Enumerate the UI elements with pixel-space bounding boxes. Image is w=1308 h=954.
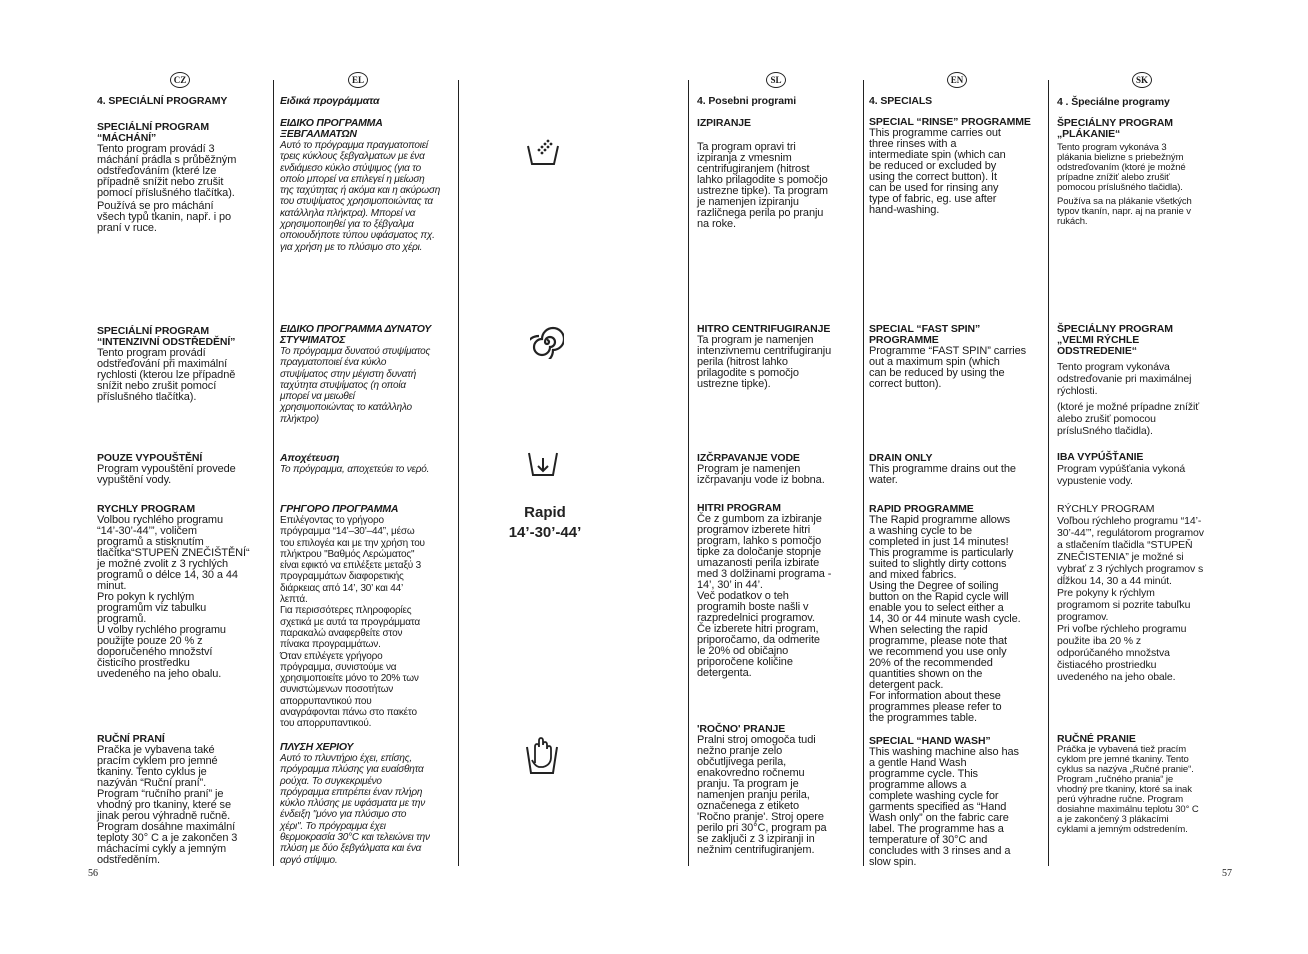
hand-wash-title: RUČNÍ PRANÍ (97, 733, 165, 745)
page-number-left: 56 (88, 868, 98, 879)
hand-wash-title: 'ROČNO' PRANJE (697, 723, 786, 735)
hand-wash-icon (525, 735, 559, 780)
column-divider (1048, 80, 1049, 866)
rinse-text-2: Používá se pro máchání všech typů tkanin, např. i po praní v ruce. (97, 200, 232, 234)
rapid-title: RYCHLY PROGRAM (97, 503, 195, 515)
spin-title: SPECIAL “FAST SPIN” PROGRAMME (869, 323, 981, 346)
section-heading: 4. SPECIÁLNÍ PROGRAMY (97, 95, 228, 107)
rapid-label (480, 503, 610, 543)
rinse-title: SPECIAL “RINSE” PROGRAMME (869, 116, 1031, 128)
spin-title: HITRO CENTRIFUGIRANJE (697, 323, 831, 335)
rinse-text: Αυτό το πρόγραμμα πραγματοποιεί τρεις κύκλους ξεβγαλματων με ένα ενδιάμεσο κύκλο στύψιμος (για το οποίο μπορεί να επιλεγεί η μείωση της ταχύτητας ή ακόμα και η ακύρωση του στυψίματος χρησιμοποιώντας τα κατάλληλα πλήκτρα). Μπορεί να χρησιμοποιηθεί για το ξέβγαλμα οποιουδήποτε τύπου υφάσματος πχ. για χρήση με το πλύσιμο στο χέρι. (280, 140, 441, 253)
rapid-title: HITRI PROGRAM (697, 502, 781, 514)
spin-text-2: (ktoré je možné prípadne znížiť alebo zrušiť pomocou prísluSného tlačidla). (1057, 401, 1200, 437)
rinse-icon (526, 138, 560, 171)
rapid-text: Če z gumbom za izbiranje programov izberete hitri program, lahko s pomočjo tipke za določanje stopnje umazanosti perila izbirate med 3 dolžinami programa - 14’, 30’ in 44’. Več podatkov o teh programih boste našli v razpredelnici programov. Če izberete hitri program, priporočamo, da odmerite le 20% od običajno priporočene količine detergenta. (697, 513, 832, 679)
section-heading: Ειδικά προγράμματα (280, 95, 380, 107)
hand-wash-title: SPECIAL “HAND WASH” (869, 735, 991, 747)
rapid-text: Επιλέγοντας το γρήγορο πρόγραμμα “14’–30’–44”, μέσω του επιλογέα και με την χρήση του πλήκτρου "Βαθμός Λερώματος" είναι εφικτό να επιλέξετε μεταξύ 3 προγραμμάτων διαφορετικής διάρκειας από 14’, 30’ και 44’ λεπτά. Για περισσότερες πληροφορίες σχετικά με αυτά τα προγράμματα παρακαλώ αναφερθείτε στον πίνακα προγραμμάτων. Όταν επιλέγετε γρήγορο πρόγραμμα, συνιστούμε να χρησιμοποιείτε μόνο το 20% των συνιστώμενων ποσοτήτων απορρυπαντικού που αναγράφονται πάνω στο πακέτο του απορρυπαντικού. (280, 515, 425, 730)
drain-title: POUZE VYPOUŠTĚNÍ (97, 452, 203, 464)
drain-text: Program vypúšťania vykoná vypustenie vody. (1057, 463, 1186, 487)
section-heading: 4. Posebni programi (697, 95, 797, 107)
page-number-right: 57 (1222, 868, 1232, 879)
drain-title: DRAIN ONLY (869, 452, 933, 464)
drain-text: Program vypouštění provede vypuštění vody. (97, 463, 236, 486)
spin-text: Tento program vykonáva odstreďovanie pri maximálnej rýchlosti. (1057, 361, 1192, 397)
spin-icon (530, 325, 564, 364)
rapid-title: Rapid (524, 504, 566, 521)
column-divider (458, 80, 459, 866)
drain-text: Program je namenjen izčrpavanju vode iz bobna. (697, 463, 825, 486)
rinse-text: Tento program provádí 3 máchání prádla s průběžným odstřeďováním (které lze případně snížit nebo zrušit pomocí příslušného tlačítka). (97, 143, 237, 199)
hand-wash-text: Pralni stroj omogoča tudi nežno pranje zelo občutljivega perila, enakovredno ročnemu pranju. Ta program je namenjen pranju perila, označenega z etiketo 'Ročno pranje'. Stroj opere perilo pri 30°C, program pa se zaključi z 3 izpiranji in nežnim centrifugiranjem. (697, 734, 827, 856)
rapid-text: The Rapid programme allows a washing cycle to be completed in just 14 minutes! This programme is particularly suited to slightly dirty cottons and mixed fabrics. Using the Degree of soiling button on the Rapid cycle will enable you to select either a 14, 30 or 44 minute wash cycle. When selecting the rapid programme, please note that we recommend you use only 20% of the recommended quantities shown on the detergent pack. For information about these programmes please refer to the programmes table. (869, 514, 1021, 724)
drain-title: Αποχέτευση (280, 452, 340, 464)
spin-title: ŠPECIÁLNY PROGRAM „VEĽMI RÝCHLE ODSTREDENIE“ (1057, 323, 1173, 357)
hand-wash-title: RUČNÉ PRANIE (1057, 733, 1136, 745)
drain-title: IZČRPAVANJE VODE (697, 452, 800, 464)
language-badge-el: EL (348, 72, 368, 88)
hand-wash-text: Práčka je vybavená tiež pracím cyklom pre jemné tkaniny. Tento cyklus sa nazýva „Ručné pranie“. Program „ručného prania“ je vhodný pre tkaniny, ktoré sa inak perú výhradne ručne. Program dosiahne maximálnu teplotu 30° C a je zakončený 3 plákacími cyklami a jemným odstredením. (1057, 744, 1199, 835)
rinse-title: IZPIRANJE (697, 117, 751, 129)
spin-text: Programme “FAST SPIN” carries out a maximum spin (which can be reduced by using the correct button). (869, 345, 1027, 390)
hand-wash-title: ΠΛΥΣΗ ΧΕΡΙΟΥ (280, 741, 354, 753)
drain-title: IBA VYPÚŠŤANIE (1057, 451, 1144, 463)
hand-wash-text: This washing machine also has a gentle Hand Wash programme cycle. This programme allows a complete washing cycle for garments specified as “Hand Wash only” on the fabric care label. The programme has a temperature of 30°C and concludes with 3 rinses and a slow spin. (869, 746, 1019, 868)
language-badge-en: EN (947, 72, 967, 88)
rapid-text: Voľbou rýchleho programu “14’- 30’-44’”, regulátorom programov a stlačením tlačidla “STUPEŇ ZNEČISTENIA” je možné si vybrať z 3 rýchlych programov s dĺžkou 14, 30 a 44 minút. Pre pokyny k rýchlym programom si pozrite tabuľku programov. Pri voľbe rýchleho programu použite iba 20 % z odporúčaného množstva čistiacého prostriedku uvedeného na jeho obale. (1057, 515, 1204, 683)
rinse-text: This programme carries out three rinses with a intermediate spin (which can be reduced or excluded by using the correct button). It can be used for rinsing any type of fabric, eg. use after hand-washing. (869, 127, 1006, 216)
column-divider (688, 80, 689, 866)
spin-title: ΕΙΔΙΚΟ ΠΡΟΓΡΑΜΜΑ ΔΥΝΑΤΟΥ ΣΤΥΨΙΜΑΤΟΣ (280, 323, 432, 346)
hand-wash-text: Αυτό το πλυντήριο έχει, επίσης, πρόγραμμα πλύσης για ευαίσθητα ρούχα. Το συγκεκριμένο πρόγραμμα επιτρέπει έναν πλήρη κύκλο πλύσης με υφάσματα με την ένδειξη "μόνο για πλύσιμο στο χέρι". Το πρόγραμμα έχει θερμοκρασία 30°C και τελειώνει την πλύση με δύο ξεβγάλματα και ένα αργό στίψιμο. (280, 753, 430, 866)
language-badge-cz: CZ (170, 72, 190, 88)
rinse-text-2: Používa sa na plákanie všetkých typov tkanín, napr. aj na pranie v rukách. (1057, 196, 1192, 227)
drain-icon (527, 450, 559, 487)
language-badge-sk: SK (1132, 72, 1152, 88)
rapid-times: 14’-30’-44’ (508, 524, 582, 541)
rinse-text: Ta program opravi tri izpiranja z vmesnim centrifugiranjem (hitrost lahko prilagodite s pomočjo ustrezne tipke). Ta program je namenjen izpiranju različnega perila po pranju na roke. (697, 141, 828, 230)
column-divider (273, 80, 274, 866)
rapid-text: Volbou rychlého programu “14’-30’-44’”, voličem programů a stisknutím tlačítka“STUPEŇ ZNEČIŠTĚNÍ“ je možné zvolit z 3 rychlých programů o délce 14, 30 a 44 minut. Pro pokyn k rychlým programům viz tabulku programů. U volby rychlého programu použijte pouze 20 % z doporučeného množství čisticího prostředku uvedeného na jeho obalu. (97, 514, 250, 680)
spin-text: Το πρόγραμμα δυνατού στυψίματος πραγματοποιεί ένα κύκλο στυψίματος στην μέγιστη δυνατή ταχύτητα στυψίματος (η οποία μπορεί να μειωθεί χρησιμοποιώντας το κατάλληλο πλήκτρο) (280, 346, 431, 425)
rapid-title: ΓΡΗΓΟΡΟ ΠΡΟΓΡΑΜΜΑ (280, 503, 399, 515)
drain-text: This programme drains out the water. (869, 463, 1016, 486)
spin-text: Ta program je namenjen intenzivnemu centrifugiranju perila (hitrost lahko prilagodite s pomočjo ustrezne tipke). (697, 334, 832, 390)
rinse-title: ŠPECIÁLNY PROGRAM „PLÁKANIE“ (1057, 117, 1173, 140)
rinse-title: ΕΙΔΙΚΟ ΠΡΟΓΡΑΜΜΑ ΞΕΒΓΑΛΜΑΤΩΝ (280, 117, 383, 140)
hand-wash-text: Pračka je vybavena také pracím cyklem pro jemné tkaniny. Tento cyklus je nazýván “Ruční praní”. Program “ručního praní” je vhodný pro tkaniny, které se jinak perou výhradně ručně. Program dosáhne maximální teploty 30° C a je zakončen 3 máchacími cykly a jemným odstředěním. (97, 744, 238, 866)
rapid-title: RÝCHLY PROGRAM (1057, 503, 1155, 515)
spin-text: Tento program provádí odstřeďování při maximální rychlosti (kterou lze případně snížit nebo zrušit pomocí příslušného tlačítka). (97, 347, 236, 403)
spin-title: SPECIÁLNÍ PROGRAM “INTENZIVNÍ ODSTŘEDĚNÍ” (97, 325, 236, 348)
rinse-text: Tento program vykonáva 3 plákania bielizne s priebežným odstreďovaním (ktoré je možné prípadne znížiť alebo zrušiť pomocou príslušného tlačidla). (1057, 142, 1186, 193)
section-heading: 4 . Špeciálne programy (1057, 96, 1170, 108)
section-heading: 4. SPECIALS (869, 95, 933, 107)
rinse-title: SPECIÁLNÍ PROGRAM “MÁCHÁNÍ” (97, 121, 210, 144)
language-badge-sl: SL (766, 72, 786, 88)
column-divider (863, 80, 864, 866)
drain-text: Το πρόγραμμα, αποχετεύει το νερό. (280, 464, 430, 475)
rapid-title: RAPID PROGRAMME (869, 503, 974, 515)
